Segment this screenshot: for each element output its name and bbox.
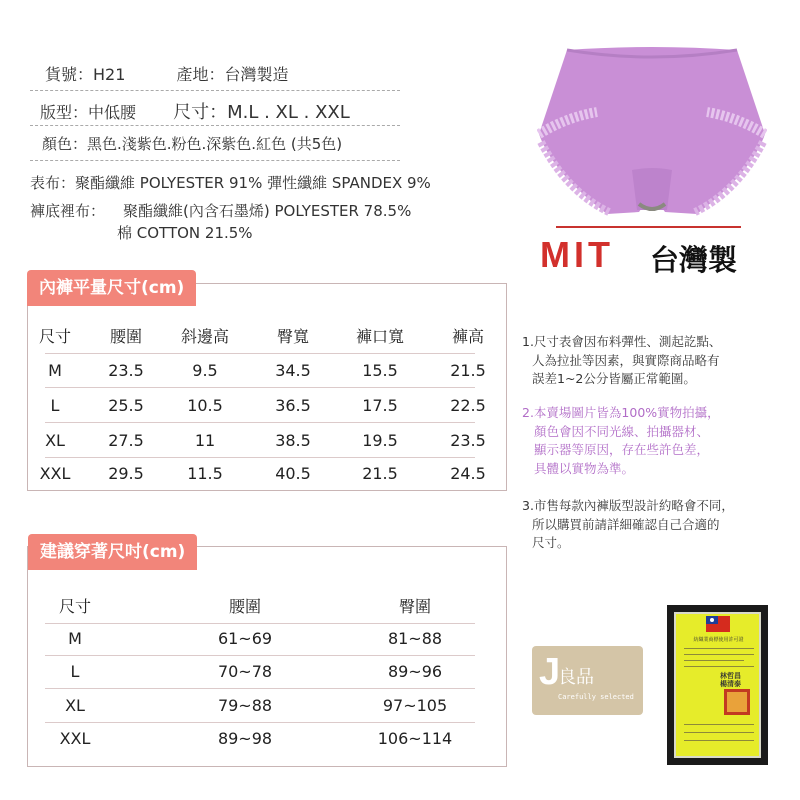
- seal-icon: [724, 689, 750, 715]
- origin: 產地：台灣製造: [176, 65, 289, 84]
- note-line: 人為拉扯等因素，與實際商品略有: [532, 352, 720, 368]
- item-number: 貨號：H21: [45, 65, 126, 84]
- table-row: [45, 354, 486, 388]
- signer: 楊清泰: [720, 680, 741, 688]
- certificate-text-line: [684, 648, 754, 649]
- fabric-lining-label: 褲底裡布：: [30, 202, 106, 220]
- fabric-outer: 表布：聚酯纖維 POLYESTER 91% 彈性纖維 SPANDEX 9%: [30, 174, 431, 192]
- wear-table-title: 建議穿著尺吋(cm): [28, 534, 197, 570]
- dashed-divider: [30, 125, 400, 126]
- value-cell: 61~69: [217, 629, 273, 648]
- value-cell: 23.5: [108, 361, 144, 380]
- certificate-text-line: [684, 666, 754, 667]
- table-row: [45, 722, 475, 756]
- value-cell: 11.5: [187, 464, 223, 483]
- signer: 林哲昌: [720, 672, 741, 680]
- made-in-taiwan: 台灣製: [650, 243, 738, 277]
- value-cell: 15.5: [362, 361, 398, 380]
- spec-row-3: [30, 133, 400, 154]
- value-cell: 38.5: [275, 431, 311, 450]
- value-cell: 89~98: [217, 729, 273, 748]
- value-cell: 11: [194, 431, 216, 450]
- table-header-row: [38, 320, 484, 354]
- j-brand-logo: [532, 646, 643, 715]
- value-cell: 97~105: [382, 696, 448, 715]
- table-row: [45, 389, 486, 423]
- certificate-frame: [667, 605, 768, 765]
- flag-icon: [706, 616, 730, 632]
- product-image: [537, 42, 767, 217]
- header-cell: 褲高: [451, 327, 484, 346]
- value-cell: 17.5: [362, 396, 398, 415]
- fabric-lining-line1: 聚酯纖維(內含石墨烯) POLYESTER 78.5%: [123, 202, 412, 220]
- value-cell: 9.5: [192, 361, 218, 380]
- certificate: [674, 612, 761, 758]
- note-line: 顏色會因不同光線、拍攝器材、: [534, 423, 710, 439]
- dashed-divider: [30, 160, 400, 161]
- logo-subtitle: Carefully selected: [558, 693, 634, 701]
- note-line: 2.本賣場圖片皆為100%實物拍攝，: [522, 405, 720, 420]
- size-cell: L: [50, 396, 60, 415]
- header-cell: 斜邊高: [180, 327, 229, 346]
- certificate-text-line: [684, 660, 744, 661]
- note-line: 3.市售每款內褲版型設計約略會不同，: [522, 498, 734, 513]
- header-cell: 腰圍: [109, 327, 142, 346]
- header-cell: 腰圍: [228, 597, 261, 616]
- table-row: [45, 424, 486, 458]
- header-cell: 臀圍: [398, 597, 431, 616]
- size-cell: L: [70, 662, 80, 681]
- note-1: [522, 333, 721, 389]
- value-cell: 23.5: [450, 431, 486, 450]
- value-cell: 106~114: [377, 729, 453, 748]
- header-cell: 尺寸: [38, 327, 71, 346]
- table-row: [39, 457, 486, 491]
- size-cell: M: [68, 629, 82, 648]
- color-options: 顏色：黑色.淺紫色.粉色.深紫色.紅色 (共5色): [42, 135, 343, 153]
- table-row: [45, 689, 475, 723]
- note-line: 顯示器等原因，存在些許色差，: [534, 442, 710, 457]
- logo-text: 良品: [558, 667, 594, 688]
- note-2: [522, 404, 720, 478]
- certificate-text-line: [684, 732, 754, 733]
- value-cell: 89~96: [387, 662, 443, 681]
- size-cell: XXL: [59, 729, 91, 748]
- value-cell: 79~88: [217, 696, 273, 715]
- value-cell: 70~78: [217, 662, 273, 681]
- size-cell: XL: [65, 696, 85, 715]
- certificate-text-line: [684, 654, 754, 655]
- value-cell: 34.5: [275, 361, 311, 380]
- spec-row-1: [30, 62, 400, 85]
- value-cell: 40.5: [275, 464, 311, 483]
- table-header-row: [45, 590, 475, 624]
- table-row: [45, 655, 475, 689]
- note-line: 1.尺寸表會因布料彈性、測起訖點、: [522, 334, 722, 349]
- certificate-text-line: [684, 724, 754, 725]
- note-3: [522, 497, 734, 553]
- size-range: 尺寸：M.L . XL . XXL: [173, 102, 350, 123]
- header-cell: 臀寬: [276, 327, 309, 346]
- value-cell: 21.5: [450, 361, 486, 380]
- value-cell: 36.5: [275, 396, 311, 415]
- size-cell: M: [48, 361, 62, 380]
- value-cell: 24.5: [450, 464, 486, 483]
- mit-divider: [556, 226, 741, 228]
- note-line: 誤差1~2公分皆屬正常範圍。: [532, 371, 696, 386]
- value-cell: 27.5: [108, 431, 144, 450]
- size-cell: XXL: [39, 464, 71, 483]
- header-cell: 尺寸: [58, 597, 91, 616]
- header-cell: 褲口寬: [355, 327, 404, 346]
- note-line: 具體以實物為準。: [534, 460, 635, 476]
- table-row: [45, 622, 475, 656]
- note-line: 所以購買前請詳細確認自己合適的: [532, 516, 720, 532]
- dashed-divider: [30, 90, 400, 91]
- fabric-lining-line2: 棉 COTTON 21.5%: [117, 224, 253, 242]
- certificate-text-line: [684, 740, 754, 741]
- value-cell: 81~88: [387, 629, 443, 648]
- value-cell: 19.5: [362, 431, 398, 450]
- logo-letter: J: [539, 651, 561, 693]
- value-cell: 22.5: [450, 396, 486, 415]
- certificate-title: 紡織業商標使用許可證: [693, 637, 744, 643]
- value-cell: 25.5: [108, 396, 144, 415]
- value-cell: 21.5: [362, 464, 398, 483]
- size-cell: XL: [45, 431, 65, 450]
- value-cell: 29.5: [108, 464, 144, 483]
- flat-table-title: 內褲平量尺寸(cm): [27, 270, 196, 306]
- note-line: 尺寸。: [532, 535, 570, 550]
- mit-brand: MIT: [540, 234, 614, 275]
- value-cell: 10.5: [187, 396, 223, 415]
- spec-row-2: [30, 98, 400, 124]
- certificate-signers: [720, 672, 741, 688]
- fit-type: 版型：中低腰: [40, 103, 137, 122]
